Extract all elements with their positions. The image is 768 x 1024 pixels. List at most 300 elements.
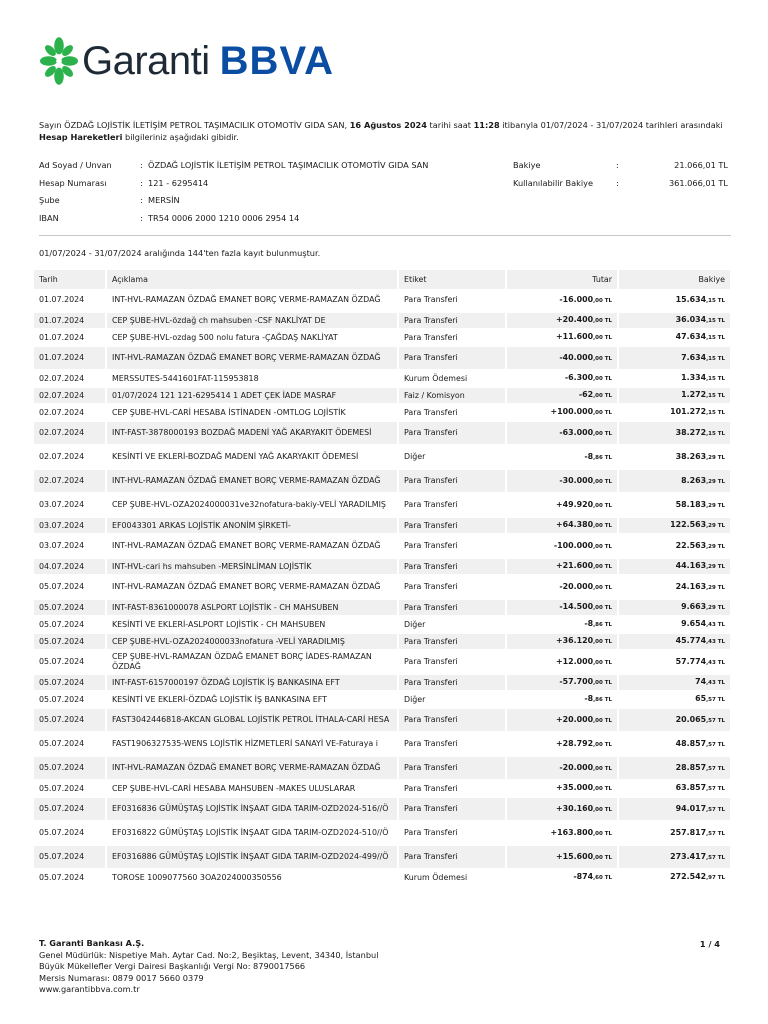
- number-label: Hesap Numarası: [39, 177, 107, 188]
- balance-integer: 94.017: [675, 803, 707, 813]
- amount-integer: +15.600: [556, 851, 594, 861]
- balance-integer: 38.272: [675, 427, 707, 437]
- balance-decimal: ,57 TL: [706, 765, 725, 772]
- balance-integer: 36.034: [675, 315, 707, 324]
- garanti-bbva-logo: [40, 36, 334, 86]
- table-row: [34, 822, 732, 846]
- cell-amount: [507, 600, 619, 617]
- amount-integer: +35.000: [556, 783, 594, 792]
- table-row: [34, 559, 732, 576]
- balance-decimal: ,57 TL: [706, 854, 725, 861]
- amount-integer: -8: [584, 619, 594, 628]
- amount-integer: -874: [573, 872, 594, 881]
- cell-balance: [619, 870, 732, 887]
- cell-description: 01/07/2024 121 121-6295414 1 ADET ÇEK İADE MASRAF: [107, 388, 399, 405]
- amount-integer: -16.000: [559, 294, 594, 304]
- available-value: 361.066,01 TL: [668, 177, 728, 188]
- amount-decimal: ,00 TL: [593, 639, 612, 645]
- cell-description: INT-HVL-RAMAZAN ÖZDAĞ EMANET BORÇ VERME-RAMAZAN ÖZDAĞ: [107, 347, 399, 371]
- intro-text-3: itibarıyla 01/07/2024 - 31/07/2024 tarihleri arasındaki: [502, 120, 723, 130]
- balance-decimal: ,29 TL: [706, 502, 725, 509]
- amount-decimal: ,86 TL: [593, 454, 612, 461]
- name-label: Ad Soyad / Unvan: [39, 160, 112, 170]
- info-row-branch: [39, 195, 729, 213]
- cell-description: INT-HVL-cari hs mahsuben -MERSİNLİMAN LOJİSTİK: [107, 559, 399, 576]
- cell-balance: [619, 617, 732, 634]
- header-tag: Etiket: [399, 270, 507, 289]
- cell-amount: [507, 617, 619, 634]
- cell-tag: Para Transferi: [399, 405, 507, 422]
- amount-decimal: ,00 TL: [593, 806, 612, 813]
- cell-tag: Kurum Ödemesi: [399, 870, 507, 887]
- info-row-iban: [39, 213, 729, 231]
- cell-amount: [507, 798, 619, 822]
- balance-integer: 47.634: [675, 332, 707, 341]
- balance-decimal: ,43 TL: [706, 680, 725, 686]
- amount-decimal: ,00 TL: [593, 830, 612, 837]
- balance-decimal: ,15 TL: [706, 393, 725, 399]
- cell-balance: [619, 347, 732, 371]
- cell-description: KESİNTİ VE EKLERİ-BOZDAĞ MADENİ YAĞ AKARYAKIT ÖDEMESİ: [107, 446, 399, 470]
- cell-description: CEP ŞUBE-HVL-özdağ ch mahsuben -CSF NAKLİYAT DE: [107, 313, 399, 330]
- amount-decimal: ,00 TL: [593, 659, 612, 666]
- amount-decimal: ,00 TL: [593, 765, 612, 772]
- amount-integer: +11.600: [556, 332, 594, 341]
- cell-tag: Faiz / Komisyon: [399, 388, 507, 405]
- name-value: ÖZDAĞ LOJİSTİK İLETİŞİM PETROL TAŞIMACILIK OTOMOTİV GIDA SAN: [148, 160, 429, 170]
- info-row-name: [39, 160, 729, 178]
- table-row: [34, 709, 732, 733]
- cell-amount: [507, 846, 619, 870]
- cell-balance: [619, 330, 732, 347]
- cell-tag: Para Transferi: [399, 822, 507, 846]
- amount-decimal: ,00 TL: [593, 717, 612, 724]
- cell-amount: [507, 535, 619, 559]
- cell-balance: [619, 781, 732, 798]
- transactions-body: [34, 289, 732, 887]
- table-row: [34, 634, 732, 651]
- cell-date: 05.07.2024: [34, 576, 107, 600]
- cell-amount: [507, 709, 619, 733]
- cell-description: TOROSE 1009077560 3OA2024000350556: [107, 870, 399, 887]
- cell-description: CEP ŞUBE-HVL-OZA2024000033nofatura -VELİ YARADILMIŞ: [107, 634, 399, 651]
- amount-integer: +21.600: [556, 561, 594, 570]
- balance-integer: 101.272: [670, 407, 707, 416]
- balance-decimal: ,15 TL: [706, 297, 725, 304]
- cell-balance: [619, 494, 732, 518]
- cell-date: 02.07.2024: [34, 446, 107, 470]
- cell-date: 05.07.2024: [34, 634, 107, 651]
- cell-balance: [619, 675, 732, 692]
- cell-amount: [507, 347, 619, 371]
- amount-decimal: ,00 TL: [593, 584, 612, 591]
- cell-amount: [507, 330, 619, 347]
- colon: :: [140, 212, 143, 223]
- cell-description: FAST1906327535-WENS LOJİSTİK HİZMETLERİ SANAYİ VE-Faturaya i: [107, 733, 399, 757]
- cell-description: CEP ŞUBE-HVL-ozdag 500 nolu fatura -ÇAĞDAŞ NAKLİYAT: [107, 330, 399, 347]
- amount-decimal: ,00 TL: [593, 410, 612, 416]
- cell-tag: Para Transferi: [399, 634, 507, 651]
- amount-decimal: ,00 TL: [593, 523, 612, 529]
- range-text: 01/07/2024 - 31/07/2024 aralığında 144'ten fazla kayıt bulunmuştur.: [39, 248, 321, 258]
- cell-description: CEP ŞUBE-HVL-OZA2024000031ve32nofatura-bakiy-VELİ YARADILMIŞ: [107, 494, 399, 518]
- balance-integer: 24.163: [675, 581, 707, 591]
- footer: [39, 938, 379, 996]
- amount-decimal: ,00 TL: [593, 393, 612, 399]
- cell-amount: [507, 733, 619, 757]
- cell-amount: [507, 692, 619, 709]
- balance-integer: 1.272: [681, 390, 707, 399]
- iban-label: IBAN: [39, 212, 59, 223]
- cell-tag: Para Transferi: [399, 347, 507, 371]
- balance-integer: 15.634: [675, 294, 707, 304]
- header-amount: Tutar: [507, 270, 619, 289]
- cell-balance: [619, 388, 732, 405]
- amount-integer: -20.000: [559, 762, 594, 772]
- cell-amount: [507, 422, 619, 446]
- cell-amount: [507, 371, 619, 388]
- intro-text-4: bilgileriniz aşağıdaki gibidir.: [125, 132, 239, 142]
- cell-tag: Diğer: [399, 692, 507, 709]
- header-description: Açıklama: [107, 270, 399, 289]
- colon: :: [616, 160, 619, 170]
- cell-balance: [619, 798, 732, 822]
- amount-integer: +28.792: [556, 738, 594, 748]
- cell-tag: Para Transferi: [399, 330, 507, 347]
- cell-description: INT-HVL-RAMAZAN ÖZDAĞ EMANET BORÇ VERME-RAMAZAN ÖZDAĞ: [107, 470, 399, 494]
- cell-tag: Para Transferi: [399, 559, 507, 576]
- cell-balance: [619, 733, 732, 757]
- cell-date: 02.07.2024: [34, 388, 107, 405]
- balance-decimal: ,15 TL: [706, 355, 725, 362]
- cell-date: 05.07.2024: [34, 617, 107, 634]
- cell-tag: Para Transferi: [399, 576, 507, 600]
- cell-date: 05.07.2024: [34, 781, 107, 798]
- cell-tag: Diğer: [399, 617, 507, 634]
- amount-integer: +36.120: [556, 636, 594, 645]
- balance-integer: 28.857: [675, 762, 707, 772]
- balance-integer: 1.334: [681, 373, 707, 382]
- cell-date: 02.07.2024: [34, 470, 107, 494]
- balance-decimal: ,57 TL: [706, 717, 725, 724]
- balance-integer: 45.774: [675, 636, 707, 645]
- table-row: [34, 600, 732, 617]
- amount-integer: -20.000: [559, 581, 594, 591]
- account-info: [39, 160, 729, 230]
- cell-amount: [507, 289, 619, 313]
- balance-integer: 7.634: [681, 352, 707, 362]
- balance-integer: 57.774: [675, 656, 707, 666]
- cell-tag: Para Transferi: [399, 470, 507, 494]
- page-number: 1 / 4: [699, 939, 720, 949]
- amount-decimal: ,60 TL: [593, 875, 612, 881]
- balance-integer: 22.563: [675, 540, 707, 550]
- cell-date: 05.07.2024: [34, 651, 107, 675]
- cell-tag: Para Transferi: [399, 518, 507, 535]
- amount-decimal: ,00 TL: [593, 430, 612, 437]
- logo-garanti: Garanti: [82, 38, 210, 83]
- cell-description: EF0316836 GÜMÜŞTAŞ LOJİSTİK İNŞAAT GIDA TARIM-OZD2024-516//Ö: [107, 798, 399, 822]
- table-row: [34, 347, 732, 371]
- cell-amount: [507, 313, 619, 330]
- intro-bold: Hesap Hareketleri: [39, 132, 123, 142]
- cell-balance: [619, 535, 732, 559]
- balance-integer: 44.163: [675, 561, 707, 570]
- cell-date: 05.07.2024: [34, 846, 107, 870]
- balance-decimal: ,15 TL: [706, 410, 725, 416]
- amount-integer: -14.500: [559, 602, 594, 611]
- balance-decimal: ,43 TL: [706, 659, 725, 666]
- cell-balance: [619, 518, 732, 535]
- balance-decimal: ,15 TL: [706, 376, 725, 382]
- balance-decimal: ,57 TL: [706, 741, 725, 748]
- amount-integer: +49.920: [556, 499, 594, 509]
- number-value: 121 - 6295414: [148, 177, 209, 188]
- cell-date: 05.07.2024: [34, 675, 107, 692]
- intro-text-1: Sayın ÖZDAĞ LOJİSTİK İLETİŞİM PETROL TAŞIMACILIK OTOMOTİV GIDA SAN,: [39, 120, 348, 130]
- table-row: [34, 371, 732, 388]
- cell-date: 05.07.2024: [34, 757, 107, 781]
- cell-balance: [619, 600, 732, 617]
- cell-date: 02.07.2024: [34, 371, 107, 388]
- table-row: [34, 617, 732, 634]
- cell-tag: Para Transferi: [399, 675, 507, 692]
- cell-date: 01.07.2024: [34, 289, 107, 313]
- iban-value: TR54 0006 2000 1210 0006 2954 14: [148, 212, 300, 223]
- balance-integer: 74: [695, 677, 707, 686]
- colon: :: [616, 177, 619, 188]
- cell-amount: [507, 518, 619, 535]
- cell-tag: Para Transferi: [399, 733, 507, 757]
- info-row-number: [39, 178, 729, 196]
- footer-website: www.garantibbva.com.tr: [39, 984, 140, 995]
- balance-integer: 9.663: [681, 602, 707, 611]
- table-row: [34, 422, 732, 446]
- clover-leaf-icon: [40, 37, 78, 85]
- cell-tag: Para Transferi: [399, 313, 507, 330]
- balance-integer: 48.857: [675, 738, 707, 748]
- amount-decimal: ,86 TL: [593, 622, 612, 628]
- header-balance: Bakiye: [619, 270, 732, 289]
- cell-description: EF0043301 ARKAS LOJİSTİK ANONİM ŞİRKETİ-: [107, 518, 399, 535]
- cell-date: 01.07.2024: [34, 313, 107, 330]
- cell-amount: [507, 651, 619, 675]
- table-row: [34, 289, 732, 313]
- amount-decimal: ,00 TL: [593, 680, 612, 686]
- balance-integer: 272.542: [670, 872, 707, 881]
- cell-amount: [507, 388, 619, 405]
- header-date: Tarih: [34, 270, 107, 289]
- cell-balance: [619, 709, 732, 733]
- balance-value: 21.066,01 TL: [674, 160, 728, 170]
- cell-amount: [507, 494, 619, 518]
- cell-amount: [507, 446, 619, 470]
- cell-balance: [619, 822, 732, 846]
- cell-balance: [619, 692, 732, 709]
- cell-balance: [619, 289, 732, 313]
- cell-description: MERSSUTES-5441601FAT-115953818: [107, 371, 399, 388]
- table-row: [34, 798, 732, 822]
- table-row: [34, 757, 732, 781]
- table-row: [34, 870, 732, 887]
- branch-label: Şube: [39, 195, 60, 205]
- amount-decimal: ,00 TL: [593, 502, 612, 509]
- amount-decimal: ,00 TL: [593, 318, 612, 324]
- branch-value: MERSİN: [148, 195, 180, 205]
- cell-description: INT-HVL-RAMAZAN ÖZDAĞ EMANET BORÇ VERME-RAMAZAN ÖZDAĞ: [107, 289, 399, 313]
- amount-decimal: ,00 TL: [593, 376, 612, 382]
- amount-decimal: ,00 TL: [593, 335, 612, 341]
- cell-description: EF0316822 GÜMÜŞTAŞ LOJİSTİK İNŞAAT GIDA TARIM-OZD2024-510//Ö: [107, 822, 399, 846]
- balance-decimal: ,43 TL: [706, 639, 725, 645]
- intro-text-2: tarihi saat: [429, 120, 471, 130]
- cell-description: INT-FAST-3878000193 BOZDAĞ MADENİ YAĞ AKARYAKIT ÖDEMESİ: [107, 422, 399, 446]
- intro-time: 11:28: [473, 120, 500, 130]
- divider: [39, 235, 731, 236]
- cell-date: 04.07.2024: [34, 559, 107, 576]
- logo-wordmark: [82, 39, 334, 84]
- cell-balance: [619, 313, 732, 330]
- cell-date: 05.07.2024: [34, 692, 107, 709]
- balance-integer: 58.183: [675, 499, 707, 509]
- cell-description: CEP ŞUBE-HVL-CARİ HESABA MAHSUBEN -MAKES ULUSLARAR: [107, 781, 399, 798]
- cell-amount: [507, 781, 619, 798]
- balance-integer: 273.417: [670, 851, 707, 861]
- balance-decimal: ,29 TL: [706, 584, 725, 591]
- cell-balance: [619, 405, 732, 422]
- amount-decimal: ,00 TL: [593, 605, 612, 611]
- logo-bbva: BBVA: [219, 38, 335, 83]
- table-row: [34, 781, 732, 798]
- intro-date: 16 Ağustos 2024: [349, 120, 427, 130]
- amount-integer: -8: [584, 451, 594, 461]
- amount-decimal: ,00 TL: [593, 478, 612, 485]
- balance-decimal: ,29 TL: [706, 454, 725, 461]
- cell-balance: [619, 371, 732, 388]
- table-row: [34, 388, 732, 405]
- balance-integer: 38.263: [675, 451, 707, 461]
- balance-decimal: ,15 TL: [706, 430, 725, 437]
- cell-tag: Kurum Ödemesi: [399, 371, 507, 388]
- cell-amount: [507, 870, 619, 887]
- cell-description: INT-HVL-RAMAZAN ÖZDAĞ EMANET BORÇ VERME-RAMAZAN ÖZDAĞ: [107, 576, 399, 600]
- balance-label: Bakiye: [513, 160, 541, 170]
- amount-integer: +30.160: [556, 803, 594, 813]
- cell-date: 05.07.2024: [34, 600, 107, 617]
- table-row: [34, 733, 732, 757]
- amount-integer: -6.300: [564, 373, 594, 382]
- cell-amount: [507, 757, 619, 781]
- amount-integer: -30.000: [559, 475, 594, 485]
- table-header-row: [34, 270, 732, 289]
- cell-balance: [619, 651, 732, 675]
- balance-decimal: ,97 TL: [706, 875, 725, 881]
- amount-decimal: ,00 TL: [593, 355, 612, 362]
- cell-tag: Para Transferi: [399, 494, 507, 518]
- cell-tag: Para Transferi: [399, 798, 507, 822]
- colon: :: [140, 177, 143, 188]
- amount-integer: +163.800: [550, 827, 594, 837]
- balance-integer: 257.817: [670, 827, 707, 837]
- balance-decimal: ,15 TL: [706, 335, 725, 341]
- cell-balance: [619, 576, 732, 600]
- cell-amount: [507, 576, 619, 600]
- balance-integer: 63.857: [675, 783, 707, 792]
- balance-integer: 8.263: [681, 475, 707, 485]
- balance-decimal: ,29 TL: [706, 543, 725, 550]
- cell-description: KESİNTİ VE EKLERİ-ASLPORT LOJİSTİK - CH MAHSUBEN: [107, 617, 399, 634]
- cell-description: FAST3042446818-AKCAN GLOBAL LOJİSTİK PETROL İTHALA-CARİ HESA: [107, 709, 399, 733]
- amount-integer: -100.000: [553, 540, 594, 550]
- colon: :: [140, 195, 143, 205]
- balance-integer: 122.563: [670, 520, 707, 529]
- cell-balance: [619, 470, 732, 494]
- balance-decimal: ,57 TL: [706, 697, 725, 703]
- cell-date: 01.07.2024: [34, 347, 107, 371]
- cell-description: EF0316886 GÜMÜŞTAŞ LOJİSTİK İNŞAAT GIDA TARIM-OZD2024-499//Ö: [107, 846, 399, 870]
- cell-date: 02.07.2024: [34, 422, 107, 446]
- amount-integer: -57.700: [559, 677, 594, 686]
- balance-integer: 20.065: [675, 714, 707, 724]
- cell-balance: [619, 757, 732, 781]
- cell-description: INT-HVL-RAMAZAN ÖZDAĞ EMANET BORÇ VERME-RAMAZAN ÖZDAĞ: [107, 535, 399, 559]
- table-row: [34, 651, 732, 675]
- cell-tag: Para Transferi: [399, 289, 507, 313]
- table-row: [34, 405, 732, 422]
- amount-integer: -63.000: [559, 427, 594, 437]
- table-row: [34, 675, 732, 692]
- balance-decimal: ,29 TL: [706, 523, 725, 529]
- cell-date: 03.07.2024: [34, 494, 107, 518]
- cell-amount: [507, 634, 619, 651]
- intro-paragraph: [39, 119, 729, 143]
- balance-decimal: ,43 TL: [706, 622, 725, 628]
- table-row: [34, 846, 732, 870]
- footer-address: Genel Müdürlük: Nispetiye Mah. Aytar Cad. No:2, Beşiktaş, Levent, 34340, İstanbul: [39, 949, 379, 960]
- amount-decimal: ,00 TL: [593, 854, 612, 861]
- cell-tag: Para Transferi: [399, 781, 507, 798]
- amount-integer: +64.380: [556, 520, 594, 529]
- cell-tag: Para Transferi: [399, 422, 507, 446]
- amount-integer: -8: [584, 694, 594, 703]
- cell-balance: [619, 446, 732, 470]
- cell-tag: Para Transferi: [399, 709, 507, 733]
- cell-date: 05.07.2024: [34, 733, 107, 757]
- cell-description: CEP ŞUBE-HVL-RAMAZAN ÖZDAĞ EMANET BORÇ İADES-RAMAZAN ÖZDAĞ: [107, 651, 399, 675]
- cell-tag: Para Transferi: [399, 535, 507, 559]
- balance-decimal: ,29 TL: [706, 478, 725, 485]
- cell-date: 05.07.2024: [34, 822, 107, 846]
- table-row: [34, 494, 732, 518]
- cell-amount: [507, 559, 619, 576]
- table-row: [34, 470, 732, 494]
- balance-decimal: ,29 TL: [706, 564, 725, 570]
- balance-decimal: ,57 TL: [706, 786, 725, 792]
- amount-decimal: ,00 TL: [593, 543, 612, 550]
- amount-integer: +100.000: [550, 407, 594, 416]
- cell-tag: Para Transferi: [399, 651, 507, 675]
- cell-balance: [619, 559, 732, 576]
- cell-balance: [619, 422, 732, 446]
- footer-tax: Büyük Mükellefler Vergi Dairesi Başkanlığı Vergi No: 8790017566: [39, 961, 306, 972]
- cell-date: 05.07.2024: [34, 870, 107, 887]
- available-label: Kullanılabilir Bakiye: [513, 177, 593, 188]
- cell-description: INT-HVL-RAMAZAN ÖZDAĞ EMANET BORÇ VERME-RAMAZAN ÖZDAĞ: [107, 757, 399, 781]
- cell-description: INT-FAST-8361000078 ASLPORT LOJİSTİK - CH MAHSUBEN: [107, 600, 399, 617]
- colon: :: [140, 160, 143, 170]
- balance-decimal: ,57 TL: [706, 806, 725, 813]
- amount-decimal: ,00 TL: [593, 564, 612, 570]
